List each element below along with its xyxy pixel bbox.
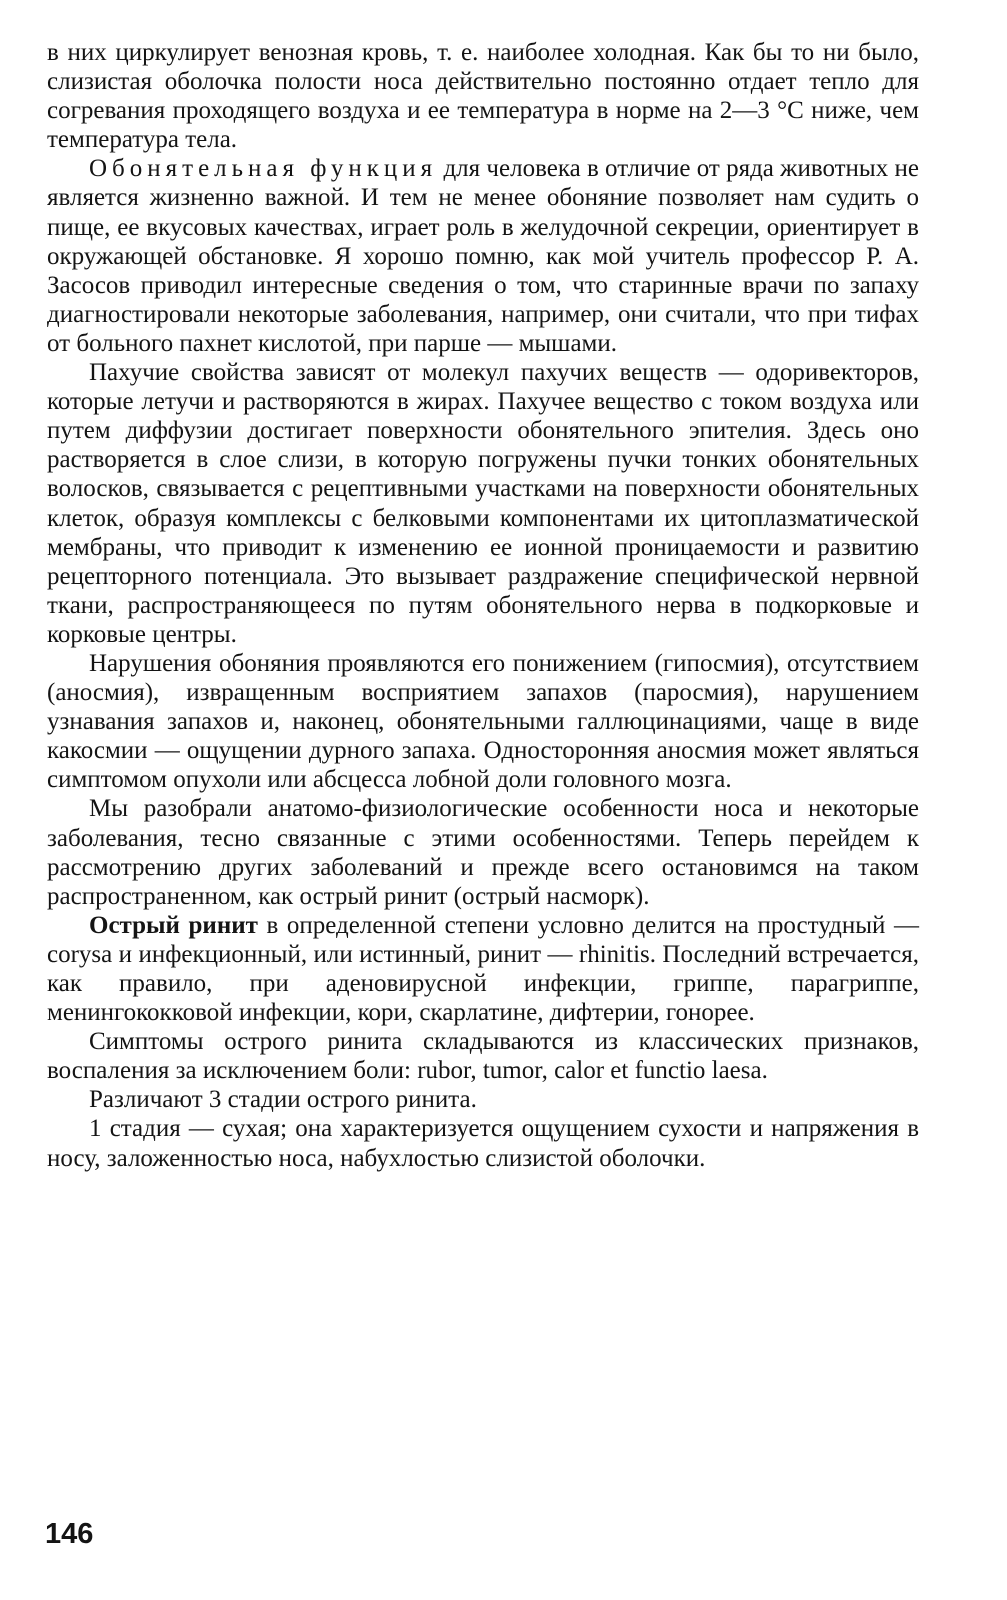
paragraph-3 (47, 358, 919, 649)
bold-term-acute-rhinitis: Острый ринит (89, 911, 258, 939)
paragraph-7 (47, 1027, 919, 1085)
paragraph-9 (47, 1114, 919, 1172)
paragraph-text: Пахучие свойства зависят от молекул пахучих веществ — одоривекторов, которые летучи и растворяются в жирах. Пахучее вещество с током воздуха или путем диффузии достигает поверхности обонятельного эпителия. Здесь оно растворяется в слое слизи, в которую погружены пучки тонких обонятельных волосков, связывается с рецептивными участками на поверхности обонятельных клеток, образуя комплексы с белковыми компонентами их цитоплазматической мембраны, что приводит к изменению ее ионной проницаемости и развитию рецепторного потенциала. Это вызывает раздражение специфической нервной ткани, распространяющееся по путям обонятельного нерва в подкорковые и корковые центры. (47, 359, 919, 648)
paragraph-text: Различают 3 стадии острого ринита. (89, 1086, 477, 1114)
paragraph-5 (47, 794, 919, 910)
paragraph-8 (47, 1085, 919, 1114)
paragraph-text: Симптомы острого ринита складываются из классических признаков, воспаления за исключением боли: rubor, tumor, calor et functio laesa. (47, 1028, 919, 1085)
paragraph-4 (47, 649, 919, 794)
paragraph-text: 1 стадия — сухая; она характеризуется ощущением сухости и напряжения в носу, заложенностью носа, набухлостью слизистой оболочки. (47, 1115, 919, 1172)
spaced-term-olfactory-function: Обонятельная функция (89, 155, 438, 183)
page-number: 146 (45, 1518, 94, 1550)
paragraph-text: в определенной степени условно делится на простудный — corysa и инфекционный, или истинный, ринит — rhinitis. Последний встречается, как правило, при аденовирусной инфекции, гриппе, парагриппе, менингококковой инфекции, кори, скарлатине, дифтерии, гонорее. (47, 911, 919, 1027)
paragraph-text: Нарушения обоняния проявляются его понижением (гипосмия), отсутствием (аносмия), извращенным восприятием запахов (паросмия), нарушением узнавания запахов и, наконец, обонятельными галлюцинациями, чаще в виде какосмии — ощущении дурного запаха. Односторонняя аносмия может являться симптомом опухоли или абсцесса лобной доли головного мозга. (47, 649, 919, 794)
paragraph-1 (47, 38, 919, 154)
paragraph-6 (47, 911, 919, 1027)
paragraph-2 (47, 154, 919, 358)
paragraph-text: для человека в отличие от ряда животных не является жизненно важной. И тем не менее обоняние позволяет нам судить о пище, ее вкусовых качествах, играет роль в желудочной секреции, ориентирует в окружающей обстановке. Я хорошо помню, как мой учитель профессор Р. А. Засосов приводил интересные сведения о том, что старинные врачи по запаху диагностировали некоторые заболевания, например, они считали, что при тифах от больного пахнет кислотой, при парше — мышами. (47, 155, 919, 357)
paragraph-text: в них циркулирует венозная кровь, т. е. наиболее холодная. Как бы то ни было, слизистая оболочка полости носа действительно постоянно отдает тепло для согревания проходящего воздуха и ее температура в норме на 2—3 °С ниже, чем температура тела. (47, 39, 919, 154)
page-body (47, 38, 919, 1173)
paragraph-text: Мы разобрали анатомо-физиологические особенности носа и некоторые заболевания, тесно связанные с этими особенностями. Теперь перейдем к рассмотрению других заболеваний и прежде всего остановимся на таком распространенном, как острый ринит (острый насморк). (47, 795, 919, 910)
